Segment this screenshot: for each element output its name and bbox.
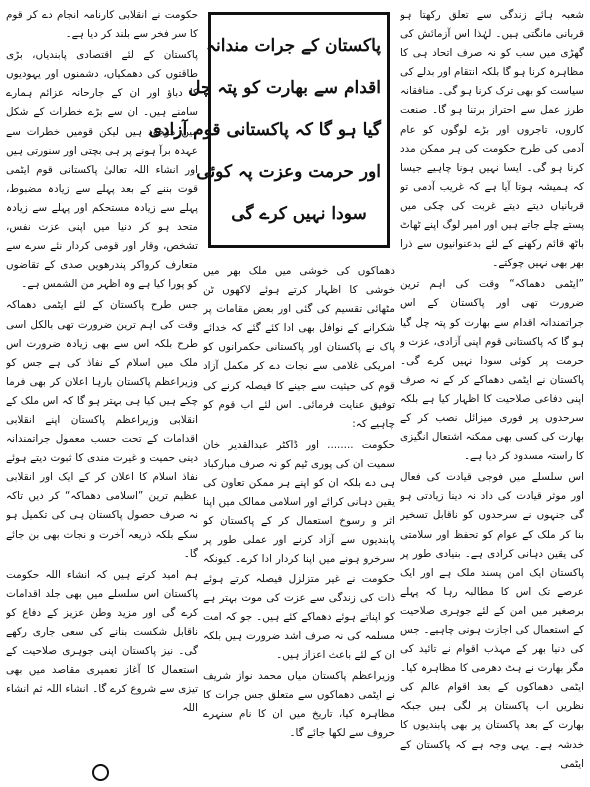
end-of-article-circle-icon bbox=[92, 764, 109, 781]
paragraph: دھماکوں کی خوشی میں ملک بھر میں خوشی کا اظہار کرتے ہوئے لاکھوں ٹن مٹھائی تقسیم کی گئی اور بعض مقامات پر شکرانے کے نوافل بھی ادا کئے گئے کہ خدائے پاک نے پاکستان اور پاکستانی حکمرانوں کو امریکی غلامی سے نجات دے کر مکمل آزاد قوم کی حیثیت سے جینے کا فیصلہ کرنے کی توفیق عنایت فرمائی۔ اس لئے اب قوم کو چاہیے کہ: bbox=[203, 265, 395, 430]
headline-box bbox=[148, 12, 390, 248]
paragraph: وزیراعظم پاکستان میاں محمد نواز شریف نے ایٹمی دھماکوں سے متعلق جس جرات کا مظاہرہ کیا، تاریخ میں ان کا نام سنہرے حروف سے لکھا جائے گا۔ bbox=[203, 669, 395, 740]
article-column-right bbox=[400, 6, 584, 784]
headline-line: اور حرمت وعزت پہ کوئی bbox=[196, 162, 381, 182]
article-column-middle bbox=[203, 262, 395, 784]
headline-line: گیا ہو گا کہ پاکستانی قوم آزادی bbox=[148, 120, 381, 140]
article-column-left bbox=[6, 6, 198, 761]
paragraph: ”ایٹمی دھماکہ“ وقت کی اہم ترین ضرورت تھی اور پاکستان کے اس جراتمندانہ اقدام سے بھارت کو پتہ چل گیا ہو گا کہ پاکستانی قوم اپنی آزادی، عزت و حرمت پر کوئی سودا نہیں کرے گی۔ پاکستان نے ایٹمی دھماکے کر کے نہ صرف اپنی دفاعی صلاحیت کا اظہار کیا ہے بلکہ سرحدوں پر فوری میزائل نصب کر کے بھارت کی کسی بھی ممکنہ اشتعال انگیزی کا راستہ مسدود کر دیا ہے۔ bbox=[400, 278, 584, 463]
paragraph: پاکستان کے لئے اقتصادی پابندیاں، بڑی طاقتوں کی دھمکیاں، دشمنوں اور یہودیوں کا دباؤ اور ان کے جارحانہ عزائم ہمارے سامنے ہیں۔ ان سے بڑے خطرات کے شکل میں موجود ہیں لیکن قومیں خطرات سے عہدہ برآ ہونے پر ہی بچتی اور سنورتی ہیں اور انشاء اللہ تعالیٰ پاکستانی قوم ایٹمی قوت بننے کے بعد پہلے سے زیادہ مضبوط، پہلے سے زیادہ مستحکم اور پہلے سے زیادہ متحد ہو کر دنیا میں اپنی عزت نفس، تشخص، وقار اور قومی کردار نئے سرے سے متعارف کرواکر پندرھویں صدی کے تقاضوں کو پورا کیا ہے وہ اظہر من الشمس ہے۔ bbox=[6, 49, 198, 291]
headline-line: پاکستان کے جرات مندانہ bbox=[206, 36, 381, 56]
paragraph: اس سلسلے میں فوجی قیادت کی فعال اور موثر قیادت کی داد نہ دینا زیادتی ہو گی جنہوں نے سرحدوں کو ناقابل تسخیر بنا کر ملک کے عوام کو تحفظ اور سلامتی کی یقین دہانی کرادی ہے۔ بنیادی طور پر پاکستان ایک امن پسند ملک ہے اور ایک عرصے تک اس کا مطالبہ رہا کہ پہلے برصغیر میں امن کے لئے جوہری صلاحیت کے استعمال کی اجازت ہونی چاہیے۔ جس کی دنیا بھر کے مہذب اقوام نے تائید کی مگر بھارت نے ہٹ دھرمی کا مظاہرہ کیا۔ ایٹمی دھماکوں کے بعد اقوام عالم کی نظریں اب پاکستان پر لگی ہیں جبکہ بھارت کے بعد پاکستان پر بھی پابندیوں کا خدشہ ہے۔ یہی وجہ ہے کہ پاکستان کے ایٹمی bbox=[400, 471, 584, 770]
headline-line: اقدام سے بھارت کو پتہ چل bbox=[188, 78, 381, 98]
paragraph: شعبہ ہائے زندگی سے تعلق رکھتا ہو قربانی مانگتی ہیں۔ لہٰذا اس آزمائش کی گھڑی میں سب کو نہ صرف اتحاد ہی کا مظاہرہ کرنا ہو گا بلکہ انتقام اور بدلے کی سیاست کو بھی ترک کرنا ہو گی۔ منافقانہ طرز عمل سے احتراز برتنا ہو گا۔ صنعت کاروں، تاجروں اور بڑے لوگوں کو عام آدمی کی طرح حکومت کی ہر ممکن مدد کرنا ہو گی۔ ایسا نہیں ہونا چاہیے جیسا کہ ہمیشہ ہوتا آیا ہے کہ غریب آدمی تو قربانیاں دیتے دیتے غربت کی چکی میں پستے چلے جاتے ہیں اور امیر لوگ اپنے ٹھاٹ باٹھ قائم رکھنے کے لئے بدعنوانیوں سے ذرا بھر بھی نہیں چوکتے۔ bbox=[400, 9, 584, 270]
paragraph: حکومت نے انقلابی کارنامہ انجام دے کر قوم کا سر فخر سے بلند کر دیا ہے۔ bbox=[6, 9, 198, 41]
headline-line: سودا نہیں کرے گی bbox=[231, 204, 367, 224]
paragraph: حکومت ........ اور ڈاکٹر عبدالقدیر خان سمیت ان کی پوری ٹیم کو نہ صرف مبارکباد ہی دے بلکہ ان کو اپنے ہر ممکن تعاون کی یقین دہانی کرائے اور اسلامی ممالک میں اپنا اثر و رسوخ استعمال کر کے پاکستان کو پابندیوں سے آزاد کرنے اور عملی طور پر سرخرو ہونے میں اپنا کردار ادا کرے۔ کیونکہ حکومت نے غیر متزلزل فیصلہ کرتے ہوئے ذات کی زندگی سے عزت کی موت بہتر ہے کو اپناتے ہوئے دھماکے کئے ہیں۔ جو کہ امت مسلمہ کی نہ صرف اشد ضرورت ہیں بلکہ ان کے لئے باعث اعزاز ہیں۔ bbox=[203, 438, 395, 661]
paragraph: ہم امید کرتے ہیں کہ انشاء اللہ حکومت پاکستان اس سلسلے میں بھی جلد اقدامات کرے گی اور مزید وطن عزیز کے دفاع کو ناقابل شکست بنانے کی سعی جاری رکھے گی۔ نیز پاکستان اپنی جوہری صلاحیت کے استعمال کا آغاز تعمیری مقاصد میں بھی تیزی سے شروع کرے گا۔ انشاء اللہ ثم انشاء اللہ bbox=[6, 568, 198, 715]
paragraph: جس طرح پاکستان کے لئے ایٹمی دھماکہ وقت کی اہم ترین ضرورت تھی بالکل اسی طرح بلکہ اس سے بھی زیادہ ضرورت اس ملک میں اسلام کے نفاذ کی ہے جس کو وزیراعظم پاکستان بارہا اعلان کر بھی فرما چکے ہیں کیا ہی بہتر ہو گا کہ اس ملک کے انقلابی وزیراعظم پاکستان اپنے انقلابی اقدامات کے تحت حسب معمول جراتمندانہ دینی حمیت و غیرت مندی کا ثبوت دیتے ہوئے نفاذ اسلام کا اعلان کر کے ایک اور انقلابی عظیم ترین ”اسلامی دھماکہ“ کر دیں تاکہ نہ صرف حصول پاکستان ہی کی تکمیل ہو سکے بلکہ ذریعہ آخرت و نجات بھی بن جائے گا۔ bbox=[6, 299, 198, 560]
